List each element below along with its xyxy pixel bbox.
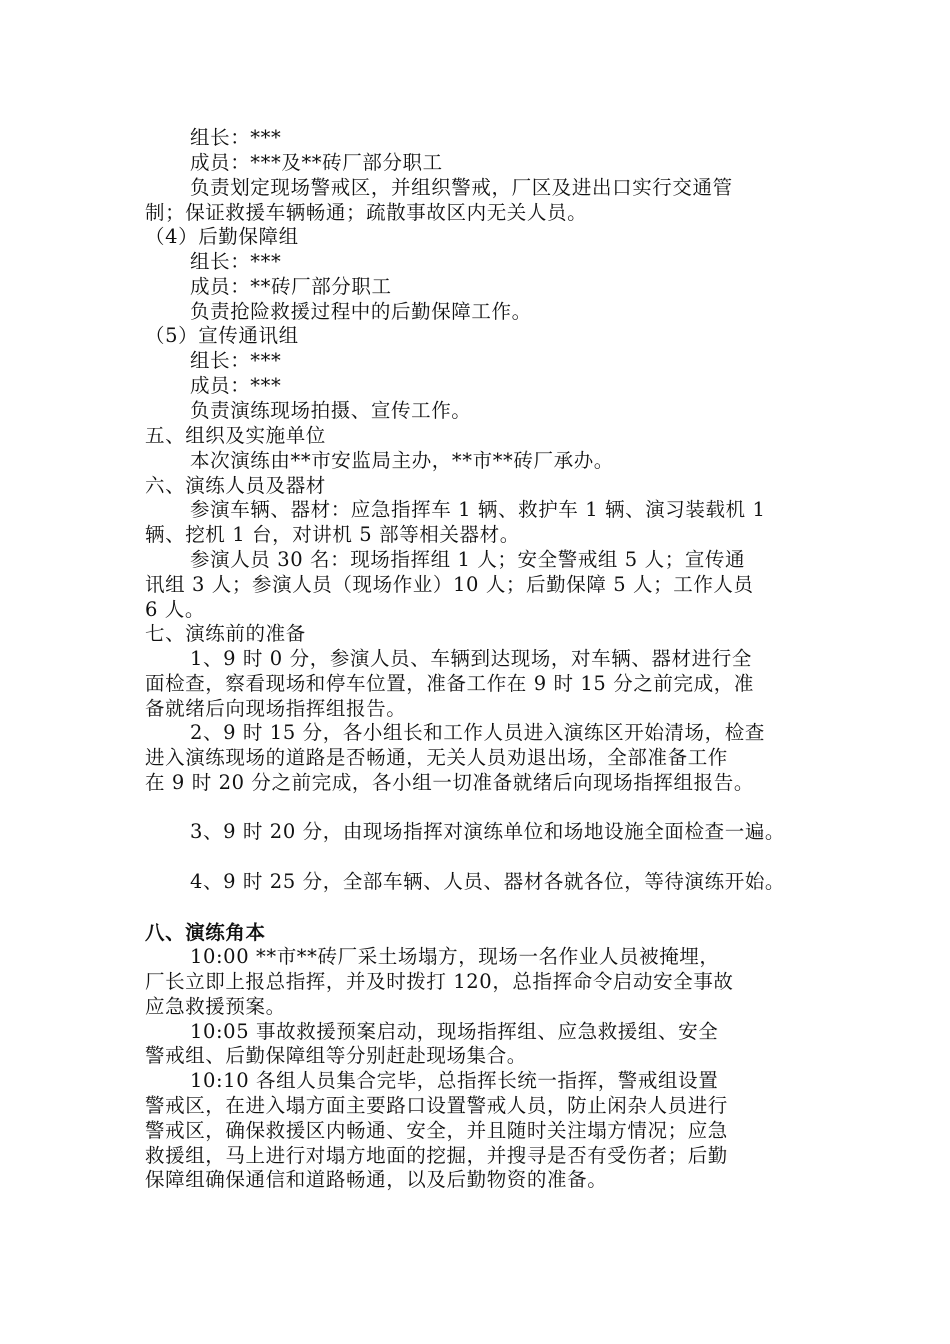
section-heading: （4）后勤保障组 [145,225,299,248]
text-line: 负责划定现场警戒区，并组织警戒，厂区及进出口实行交通管 [190,176,733,199]
text-line: 4、9 时 25 分，全部车辆、人员、器材各就各位，等待演练开始。 [190,870,786,893]
section-heading: 七、演练前的准备 [145,622,306,645]
text-line: 组长：*** [190,126,282,149]
text-line: 组长：*** [190,349,282,372]
text-line: 制；保证救援车辆畅通；疏散事故区内无关人员。 [145,201,588,224]
text-line: 厂长立即上报总指挥，并及时拨打 120，总指挥命令启动安全事故 [145,970,734,993]
text-line: 救援组，马上进行对塌方地面的挖掘，并搜寻是否有受伤者；后勤 [145,1144,728,1167]
text-line: 参演人员 30 名：现场指挥组 1 人；安全警戒组 5 人；宣传通 [190,548,746,571]
text-line: 1、9 时 0 分，参演人员、车辆到达现场，对车辆、器材进行全 [190,647,752,670]
section-heading: 五、组织及实施单位 [145,424,326,447]
text-line: 备就绪后向现场指挥组报告。 [145,697,407,720]
text-line: 成员：*** [190,374,282,397]
text-line: 负责抢险救援过程中的后勤保障工作。 [190,300,532,323]
text-line: 在 9 时 20 分之前完成，各小组一切准备就绪后向现场指挥组报告。 [145,771,754,794]
text-line: 警戒区，在进入塌方面主要路口设置警戒人员，防止闲杂人员进行 [145,1094,728,1117]
text-line: 进入演练现场的道路是否畅通，无关人员劝退出场，全部准备工作 [145,746,728,769]
text-line: 10:00 **市**砖厂采土场塌方，现场一名作业人员被掩埋， [190,945,720,968]
text-line: 负责演练现场拍摄、宣传工作。 [190,399,472,422]
text-line: 应急救援预案。 [145,995,286,1018]
text-line: 10:10 各组人员集合完毕，总指挥长统一指挥，警戒组设置 [190,1069,719,1092]
text-line: 3、9 时 20 分，由现场指挥对演练单位和场地设施全面检查一遍。 [190,820,786,843]
section-heading: 八、演练角本 [145,921,266,944]
text-line: 2、9 时 15 分，各小组长和工作人员进入演练区开始清场，检查 [190,721,765,744]
text-line: 讯组 3 人；参演人员（现场作业）10 人；后勤保障 5 人；工作人员 [145,573,754,596]
section-heading: （5）宣传通讯组 [145,324,299,347]
text-line: 参演车辆、器材：应急指挥车 1 辆、救护车 1 辆、演习装载机 1 [190,498,766,521]
text-line: 辆、挖机 1 台，对讲机 5 部等相关器材。 [145,523,520,546]
text-line: 成员：***及**砖厂部分职工 [190,151,443,174]
text-line: 面检查，察看现场和停车位置，准备工作在 9 时 15 分之前完成，准 [145,672,754,695]
text-line: 10:05 事故救援预案启动，现场指挥组、应急救援组、安全 [190,1020,719,1043]
text-line: 组长：*** [190,250,282,273]
text-line: 保障组确保通信和道路畅通，以及后勤物资的准备。 [145,1168,608,1191]
text-line: 成员：**砖厂部分职工 [190,275,392,298]
text-line: 警戒组、后勤保障组等分别赶赴现场集合。 [145,1044,527,1067]
text-line: 警戒区，确保救援区内畅通、安全，并且随时关注塌方情况；应急 [145,1119,728,1142]
text-line: 本次演练由**市安监局主办，**市**砖厂承办。 [190,449,614,472]
section-heading: 六、演练人员及器材 [145,474,326,497]
text-line: 6 人。 [145,598,206,621]
